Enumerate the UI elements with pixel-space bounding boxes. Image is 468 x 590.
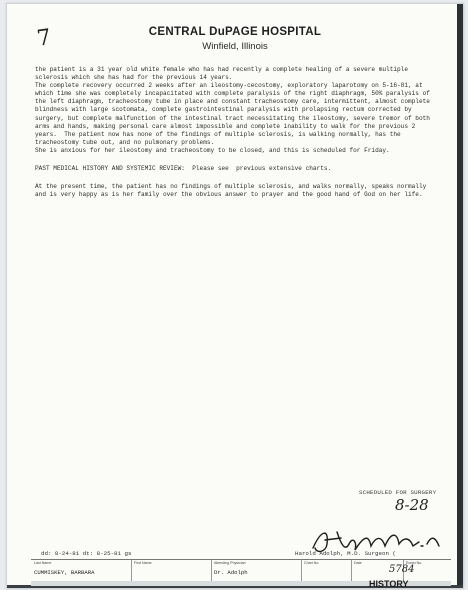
corner-handwritten-mark: 7 <box>35 25 53 52</box>
scheduled-stamp: SCHEDULED FOR SURGERY <box>359 489 437 496</box>
footer-header-last-name: Last Name <box>34 561 52 565</box>
handwritten-room-number: 5784 <box>389 564 415 575</box>
dictation-line: dd: 8-24-81 dt: 8-25-81 gs <box>41 550 132 557</box>
footer-header-date: Date <box>354 561 362 565</box>
footer-header-room: Room No. <box>406 561 423 565</box>
handwritten-date: 8-28 <box>395 496 429 514</box>
footer-header-chart-no: Chart No. <box>304 561 320 565</box>
scan-edge-right <box>457 4 463 588</box>
attending-physician: Dr. Adolph <box>214 569 248 576</box>
footer-header-first-name: First Name <box>134 561 152 565</box>
hospital-location: Winfield, Illinois <box>202 41 268 52</box>
signer-name: Harold Adolph, M.D. Surgeon ( <box>295 550 396 557</box>
paragraph-present: At the present time, the patient has no findings of multiple sclerosis, and walks normally, speaks normally and is very happy as is her family over the obvious answer to prayer and the good hand of God on her life. <box>35 183 430 199</box>
paragraph-history: PAST MEDICAL HISTORY AND SYSTEMIC REVIEW: Please see previous extensive charts. <box>35 165 332 173</box>
paragraph-intro: the patient is a 31 year old white female who has had recently a complete healing of a severe multiple sclerosis which she has had for the previous 14 years. <box>35 66 412 82</box>
paragraph-schedule: She is anxious for her ileostomy and tracheostomy to be closed, and this is scheduled for Friday. <box>35 146 390 154</box>
report-body <box>35 66 435 199</box>
patient-name: CUMMISKEY, BARBARA <box>34 569 95 576</box>
footer-header-physician: Attending Physician <box>214 561 246 565</box>
document-type-label: HISTORY <box>369 579 409 589</box>
document-page <box>6 3 464 589</box>
paragraph-recovery: The complete recovery occurred 2 weeks after an ileostomy-cecostomy, exploratory laparotomy on 5-16-81, at which time she was completely incapacitated with complete paralysis of the right diaphragm, 50% paralysis of the left diaphragm, tracheostomy tube in place and constant tracheostomy care, intermittent, almost complete blindness with large scotomata, complete gastrointestinal paralysis with prolapsing rectum corrected by surgery, but complete malfunction of the intestinal tract necessitating the ileostomy, severe tremor of both arms and hands, making personal care almost impossible and complete inability to walk for the previous 2 years. The patient now has none of the findings of multiple sclerosis, is walking normally, has the tracheostomy tube out, and no pulmonary problems. <box>35 82 434 146</box>
hospital-name: CENTRAL DuPAGE HOSPITAL <box>148 26 322 38</box>
